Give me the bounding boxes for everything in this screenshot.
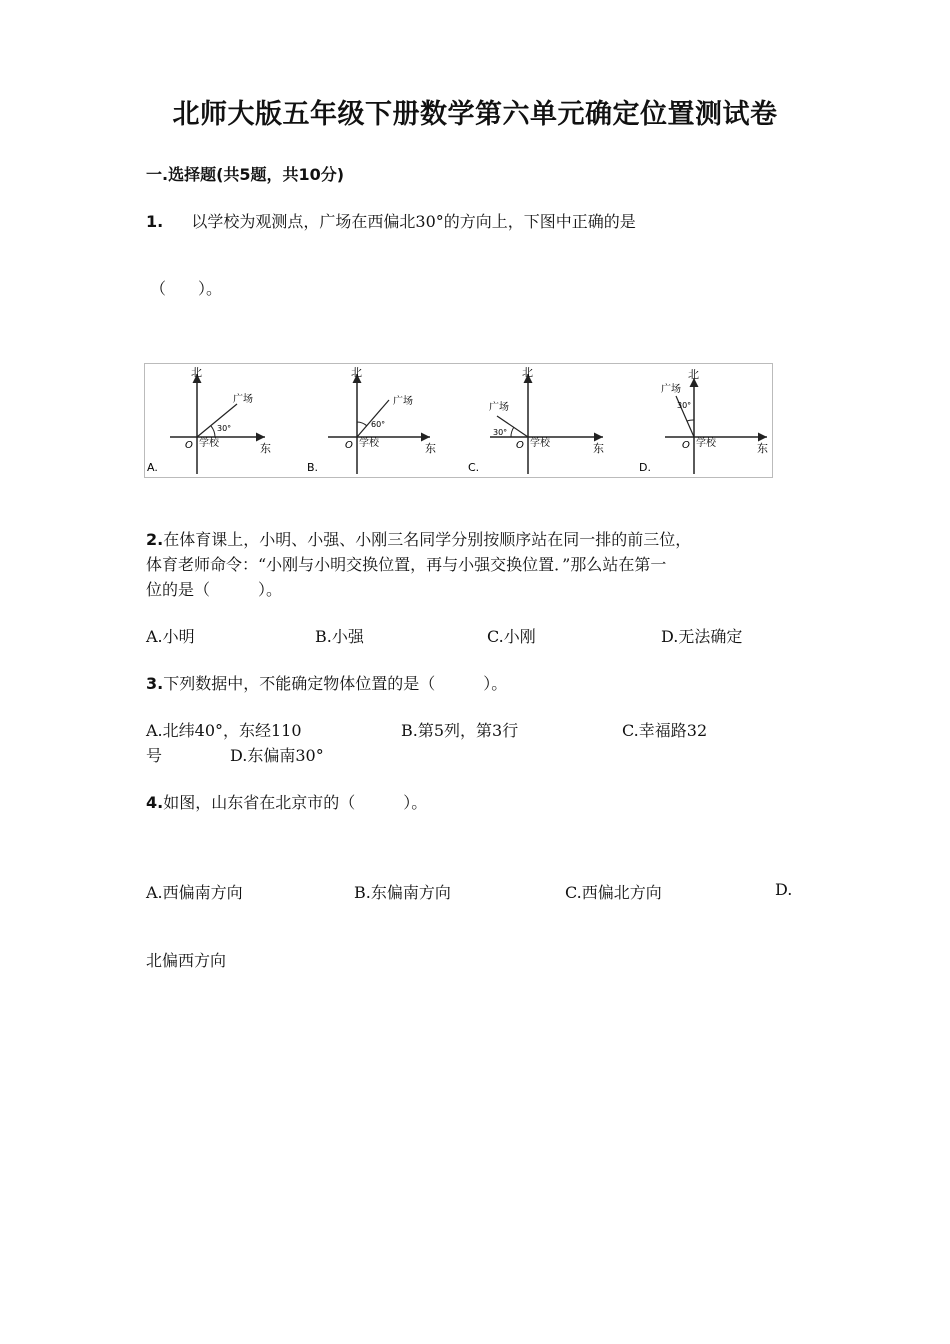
panel-label: A. [147, 461, 158, 474]
question-number: 4. [146, 793, 164, 812]
east-label: 东 [593, 442, 604, 455]
option-a[interactable]: A.西偏南方向 [146, 883, 243, 902]
option-d[interactable]: D. [775, 880, 793, 899]
question-text: 如图，山东省在北京市的（ ）。 [163, 793, 428, 812]
question-text: 以学校为观测点，广场在西偏北30°的方向上，下图中正确的是 [191, 212, 636, 231]
panel-label: C. [468, 461, 480, 474]
panel-c [468, 366, 604, 474]
panel-b [307, 366, 436, 474]
north-label: 北 [191, 366, 202, 379]
origin-label: O [345, 440, 353, 451]
north-label: 北 [688, 368, 699, 381]
question-2 [146, 527, 691, 550]
question-3 [146, 671, 507, 694]
question-4 [146, 790, 427, 813]
option-c[interactable]: C.幸福路32 [622, 721, 708, 740]
option-b[interactable]: B.第5列，第3行 [401, 721, 519, 740]
square-label: 广场 [233, 394, 253, 405]
angle-label: 30° [217, 424, 232, 433]
angle-label: 30° [677, 401, 692, 410]
direction-diagrams [145, 364, 772, 477]
option-c[interactable]: C.小刚 [487, 627, 536, 646]
panel-label: D. [639, 461, 651, 474]
question-number: 2. [146, 530, 164, 549]
question-text-line-1: 在体育课上，小明、小强、小刚三名同学分别按顺序站在同一排的前三位， [163, 530, 692, 549]
question-text-line-3: 位的是（ ）。 [146, 580, 283, 599]
school-label: 学校 [696, 438, 716, 449]
east-label: 东 [260, 442, 271, 455]
panel-a [147, 366, 271, 474]
school-label: 学校 [530, 438, 550, 449]
east-label: 东 [757, 442, 768, 455]
angle-label: 30° [493, 428, 508, 437]
north-label: 北 [522, 366, 533, 379]
origin-label: O [185, 440, 193, 451]
square-label: 广场 [393, 396, 413, 407]
square-ray [357, 400, 389, 437]
square-label: 广场 [489, 402, 509, 413]
direction-figure [144, 363, 773, 478]
school-label: 学校 [359, 438, 379, 449]
school-label: 学校 [199, 438, 219, 449]
question-text-line-2: 体育老师命令：“小刚与小明交换位置，再与小强交换位置．”那么站在第一 [146, 555, 667, 574]
angle-label: 60° [371, 420, 386, 429]
option-d[interactable]: D.东偏南30° [230, 746, 324, 765]
question-number: 3. [146, 674, 164, 693]
panel-label: B. [307, 461, 319, 474]
panel-d [639, 368, 768, 474]
east-label: 东 [425, 442, 436, 455]
origin-label: O [516, 440, 524, 451]
question-text: 下列数据中，不能确定物体位置的是（ ）。 [163, 674, 508, 693]
origin-label: O [682, 440, 690, 451]
option-d[interactable]: D.无法确定 [661, 627, 743, 646]
option-c-continued: 号 [146, 746, 163, 765]
answer-blank: （ ）。 [150, 279, 223, 298]
question-1 [146, 209, 636, 232]
option-b[interactable]: B.东偏南方向 [354, 883, 451, 902]
section-heading: 一.选择题(共5题，共10分) [146, 165, 345, 184]
option-d-continued: 北偏西方向 [146, 951, 227, 970]
option-c[interactable]: C.西偏北方向 [565, 883, 662, 902]
page-title: 北师大版五年级下册数学第六单元确定位置测试卷 [172, 99, 778, 130]
question-number: 1. [146, 212, 164, 231]
option-a[interactable]: A.北纬40°，东经110 [146, 721, 302, 740]
option-a[interactable]: A.小明 [146, 627, 195, 646]
option-b[interactable]: B.小强 [315, 627, 364, 646]
square-label: 广场 [661, 384, 681, 395]
north-label: 北 [351, 366, 362, 379]
